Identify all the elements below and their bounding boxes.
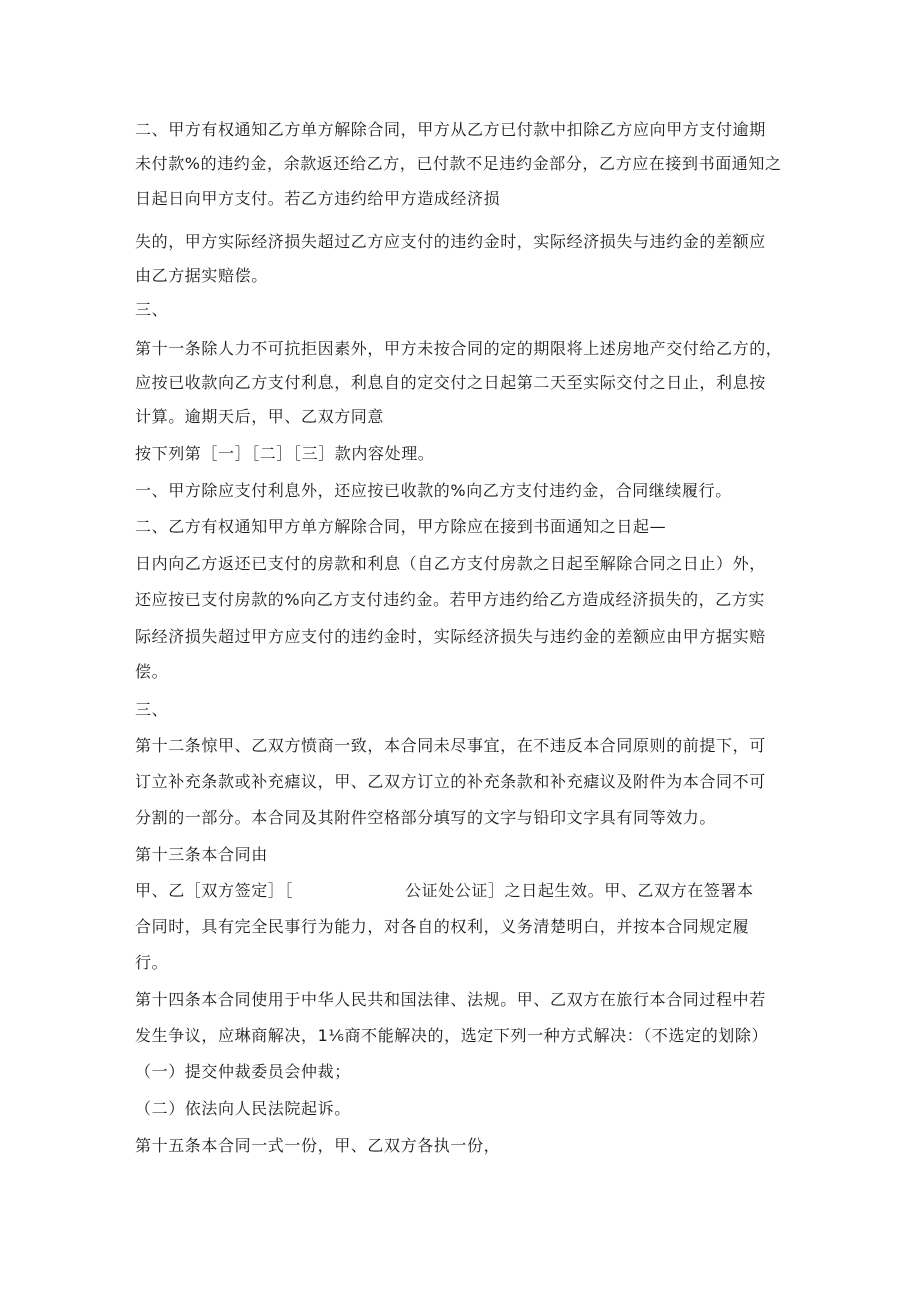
text-line: 日起日向甲方支付。若乙方违约给甲方造成经济损 (135, 189, 501, 208)
text-line: （二）依法向人民法院起诉。 (135, 1099, 351, 1118)
text-line: 第十三条本合同由 (135, 845, 268, 864)
text-line: 际经济损失超过甲方应支付的违约金时，实际经济损失与违约金的差额应由甲方据实赔 (135, 627, 766, 646)
text-line: 偿。 (135, 662, 169, 681)
text-line: 一、甲方除应支付利息外，还应按已收款的%向乙方支付违约金，合同继续履行。 (135, 481, 732, 500)
signing-line-part-a: 甲、乙［双方签定］［ (135, 881, 294, 900)
text-line: 二、甲方有权通知乙方单方解除合同，甲方从乙方已付款中扣除乙方应向甲方支付逾期 (135, 120, 766, 139)
text-line: 应按已收款向乙方支付利息，利息自的定交付之日起第二天至实际交付之日止，利息按 (135, 373, 766, 392)
text-line: 行。 (135, 953, 169, 972)
text-line: 第十四条本合同使用于中华人民共和国法律、法规。甲、乙双方在旅行本合同过程中若 (135, 990, 766, 1009)
text-line: 日内向乙方返还已支付的房款和利息（自乙方支付房款之日起至解除合同之日止）外， (135, 554, 766, 573)
text-line: 由乙方据实赔偿。 (135, 266, 268, 285)
text-line: 订立补充条款或补充瘧议，甲、乙双方订立的补充条款和补充瘧议及附件为本合同不可 (135, 772, 766, 791)
signing-line (135, 881, 754, 901)
text-line: 合同时，具有完全民事行为能力，对各自的权利，义务清楚明白，并按本合同规定履 (135, 917, 750, 936)
text-line: 按下列第［一］［二］［三］款内容处理。 (135, 444, 435, 463)
text-line: 失的，甲方实际经济损失超过乙方应支付的违约金时，实际经济损失与违约金的差额应 (135, 232, 766, 251)
text-line: 未付款%的违约金，余款返还给乙方，已付款不足违约金部分，乙方应在接到书面通知之 (135, 154, 782, 173)
text-line: 三、 (135, 300, 169, 319)
text-line: 计算。逾期天后，甲、乙双方同意 (135, 407, 385, 426)
text-line: 还应按已支付房款的%向乙方支付违约金。若甲方违约给乙方造成经济损失的，乙方实 (135, 590, 766, 609)
text-line: 二、乙方有权通知甲方单方解除合同，甲方除应在接到书面通知之日起— (135, 517, 667, 536)
signing-line-part-b: 公证处公证］之日起生效。甲、乙双方在签署本 (405, 881, 754, 900)
text-line: 第十二条惊甲、乙双方愤商一致，本合同未尽事宜，在不违反本合同原则的前提下，可 (135, 736, 766, 755)
text-line: 第十五条本合同一式一份，甲、乙双方各执一份， (135, 1136, 501, 1155)
text-line: 发生争议，应琳商解决，1⅙商不能解决的，选定下列一种方式解决：（不选定的划除） (135, 1026, 769, 1045)
text-line: 第十一条除人力不可抗拒因素外，甲方未按合同的定的期限将上述房地产交付给乙方的， (135, 339, 783, 358)
text-line: （一）提交仲裁委员会仲裁； (135, 1062, 351, 1081)
text-line: 三、 (135, 700, 169, 719)
text-line: 分割的一部分。本合同及其附件空格部分填写的文字与铅印文字具有同等效力。 (135, 808, 717, 827)
